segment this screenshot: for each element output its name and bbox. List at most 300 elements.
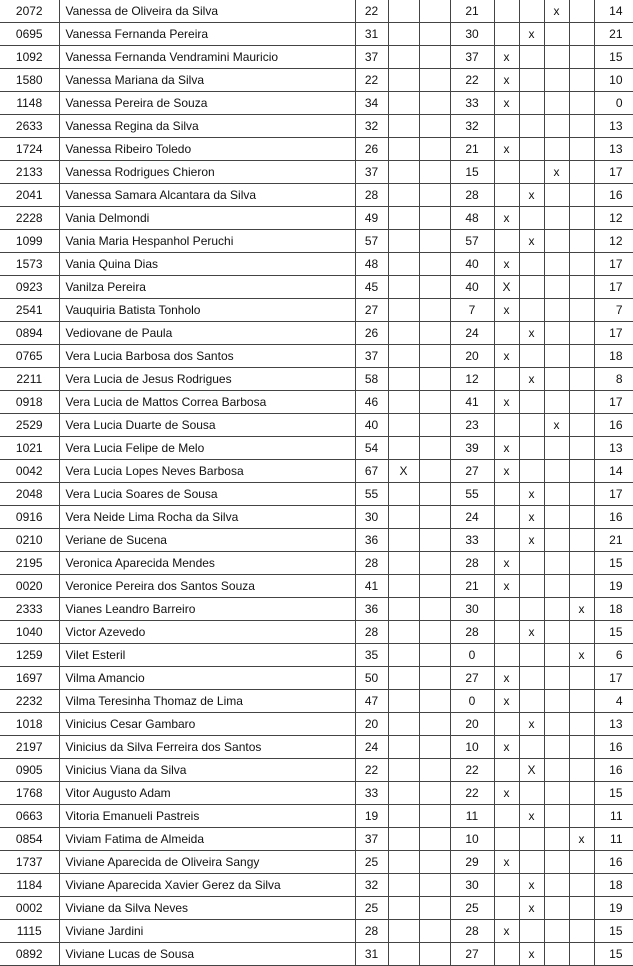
mark-1	[388, 345, 419, 368]
mark-3: x	[494, 138, 519, 161]
value-b: 0	[450, 690, 494, 713]
value-b: 21	[450, 138, 494, 161]
record-name: Viviane Aparecida de Oliveira Sangy	[59, 851, 355, 874]
total-value: 12	[594, 207, 633, 230]
record-code: 0020	[0, 575, 59, 598]
record-name: Vanessa Ribeiro Toledo	[59, 138, 355, 161]
table-row	[0, 184, 633, 207]
table-row	[0, 299, 633, 322]
mark-6	[569, 322, 594, 345]
mark-5	[544, 759, 569, 782]
mark-2	[419, 460, 450, 483]
total-value: 15	[594, 943, 633, 966]
mark-4	[519, 391, 544, 414]
table-row	[0, 230, 633, 253]
mark-1	[388, 161, 419, 184]
mark-4	[519, 575, 544, 598]
mark-5: x	[544, 161, 569, 184]
total-value: 15	[594, 782, 633, 805]
mark-2	[419, 299, 450, 322]
total-value: 17	[594, 322, 633, 345]
mark-5	[544, 460, 569, 483]
value-b: 24	[450, 506, 494, 529]
mark-1	[388, 115, 419, 138]
mark-2	[419, 943, 450, 966]
record-code: 1259	[0, 644, 59, 667]
value-a: 31	[355, 23, 388, 46]
record-name: Viviane da Silva Neves	[59, 897, 355, 920]
mark-4	[519, 345, 544, 368]
value-a: 37	[355, 161, 388, 184]
mark-4: x	[519, 874, 544, 897]
mark-5	[544, 483, 569, 506]
total-value: 4	[594, 690, 633, 713]
mark-2	[419, 368, 450, 391]
value-a: 26	[355, 322, 388, 345]
value-b: 12	[450, 368, 494, 391]
table-row	[0, 276, 633, 299]
mark-3: x	[494, 736, 519, 759]
table-row	[0, 460, 633, 483]
value-a: 20	[355, 713, 388, 736]
mark-5	[544, 391, 569, 414]
total-value: 17	[594, 483, 633, 506]
mark-6	[569, 391, 594, 414]
mark-4	[519, 828, 544, 851]
mark-6	[569, 230, 594, 253]
mark-4	[519, 276, 544, 299]
mark-2	[419, 230, 450, 253]
value-b: 22	[450, 782, 494, 805]
total-value: 16	[594, 506, 633, 529]
record-name: Vanessa Samara Alcantara da Silva	[59, 184, 355, 207]
total-value: 13	[594, 138, 633, 161]
mark-2	[419, 851, 450, 874]
mark-6	[569, 92, 594, 115]
mark-1	[388, 391, 419, 414]
record-name: Viviane Lucas de Sousa	[59, 943, 355, 966]
value-b: 29	[450, 851, 494, 874]
table-row	[0, 506, 633, 529]
mark-1	[388, 184, 419, 207]
mark-3	[494, 805, 519, 828]
record-name: Vilet Esteril	[59, 644, 355, 667]
record-code: 0765	[0, 345, 59, 368]
record-name: Vera Lucia de Mattos Correa Barbosa	[59, 391, 355, 414]
value-a: 67	[355, 460, 388, 483]
mark-6	[569, 253, 594, 276]
value-a: 57	[355, 230, 388, 253]
mark-6	[569, 69, 594, 92]
value-b: 24	[450, 322, 494, 345]
mark-4	[519, 460, 544, 483]
mark-6	[569, 621, 594, 644]
record-code: 2195	[0, 552, 59, 575]
mark-2	[419, 506, 450, 529]
total-value: 11	[594, 805, 633, 828]
record-name: Veronica Aparecida Mendes	[59, 552, 355, 575]
mark-3	[494, 598, 519, 621]
table-row	[0, 437, 633, 460]
mark-5	[544, 345, 569, 368]
mark-3	[494, 529, 519, 552]
value-b: 30	[450, 598, 494, 621]
record-code: 2228	[0, 207, 59, 230]
mark-5	[544, 828, 569, 851]
table-row	[0, 690, 633, 713]
mark-4: x	[519, 943, 544, 966]
mark-4: x	[519, 621, 544, 644]
value-a: 22	[355, 759, 388, 782]
record-code: 1573	[0, 253, 59, 276]
mark-6	[569, 874, 594, 897]
mark-4	[519, 0, 544, 23]
table-row	[0, 736, 633, 759]
total-value: 17	[594, 391, 633, 414]
value-b: 27	[450, 667, 494, 690]
mark-1	[388, 23, 419, 46]
total-value: 16	[594, 736, 633, 759]
total-value: 13	[594, 437, 633, 460]
record-name: Vera Lucia Duarte de Sousa	[59, 414, 355, 437]
table-row	[0, 851, 633, 874]
mark-6	[569, 23, 594, 46]
mark-5	[544, 506, 569, 529]
record-code: 0892	[0, 943, 59, 966]
mark-6	[569, 529, 594, 552]
value-b: 40	[450, 253, 494, 276]
value-a: 22	[355, 69, 388, 92]
value-b: 28	[450, 920, 494, 943]
table-row	[0, 46, 633, 69]
mark-6	[569, 805, 594, 828]
mark-1	[388, 713, 419, 736]
value-a: 50	[355, 667, 388, 690]
total-value: 16	[594, 414, 633, 437]
value-a: 41	[355, 575, 388, 598]
mark-4	[519, 736, 544, 759]
mark-5	[544, 138, 569, 161]
mark-4	[519, 782, 544, 805]
mark-3	[494, 897, 519, 920]
mark-6	[569, 161, 594, 184]
value-b: 20	[450, 345, 494, 368]
mark-2	[419, 184, 450, 207]
value-a: 22	[355, 0, 388, 23]
mark-4: x	[519, 506, 544, 529]
value-b: 21	[450, 575, 494, 598]
total-value: 17	[594, 161, 633, 184]
value-b: 22	[450, 759, 494, 782]
mark-2	[419, 161, 450, 184]
record-code: 1021	[0, 437, 59, 460]
table-row	[0, 874, 633, 897]
mark-3	[494, 230, 519, 253]
table-row	[0, 782, 633, 805]
total-value: 8	[594, 368, 633, 391]
mark-5	[544, 805, 569, 828]
value-a: 58	[355, 368, 388, 391]
mark-3: x	[494, 92, 519, 115]
total-value: 17	[594, 667, 633, 690]
mark-5	[544, 207, 569, 230]
mark-4	[519, 552, 544, 575]
mark-2	[419, 276, 450, 299]
record-code: 2529	[0, 414, 59, 437]
record-name: Vera Lucia de Jesus Rodrigues	[59, 368, 355, 391]
value-a: 31	[355, 943, 388, 966]
mark-3	[494, 0, 519, 23]
mark-6	[569, 460, 594, 483]
mark-5	[544, 874, 569, 897]
value-a: 19	[355, 805, 388, 828]
total-value: 14	[594, 460, 633, 483]
mark-4	[519, 161, 544, 184]
mark-6	[569, 575, 594, 598]
mark-2	[419, 690, 450, 713]
value-b: 48	[450, 207, 494, 230]
record-name: Veriane de Sucena	[59, 529, 355, 552]
value-a: 28	[355, 184, 388, 207]
value-b: 15	[450, 161, 494, 184]
record-name: Vinicius Cesar Gambaro	[59, 713, 355, 736]
mark-2	[419, 483, 450, 506]
mark-5	[544, 621, 569, 644]
mark-2	[419, 897, 450, 920]
mark-2	[419, 115, 450, 138]
record-code: 2197	[0, 736, 59, 759]
mark-3: x	[494, 690, 519, 713]
mark-5	[544, 437, 569, 460]
total-value: 13	[594, 115, 633, 138]
value-a: 32	[355, 115, 388, 138]
record-name: Vania Quina Dias	[59, 253, 355, 276]
table-row	[0, 828, 633, 851]
mark-4: x	[519, 713, 544, 736]
record-code: 2333	[0, 598, 59, 621]
mark-1	[388, 230, 419, 253]
total-value: 11	[594, 828, 633, 851]
record-name: Vanessa Fernanda Pereira	[59, 23, 355, 46]
mark-6	[569, 920, 594, 943]
table-row	[0, 759, 633, 782]
value-b: 28	[450, 552, 494, 575]
mark-1	[388, 644, 419, 667]
mark-4: x	[519, 529, 544, 552]
mark-5	[544, 23, 569, 46]
value-b: 0	[450, 644, 494, 667]
value-b: 28	[450, 621, 494, 644]
total-value: 7	[594, 299, 633, 322]
record-name: Vania Delmondi	[59, 207, 355, 230]
mark-6	[569, 0, 594, 23]
value-b: 11	[450, 805, 494, 828]
value-a: 36	[355, 529, 388, 552]
record-name: Vilma Teresinha Thomaz de Lima	[59, 690, 355, 713]
value-a: 48	[355, 253, 388, 276]
table-row	[0, 713, 633, 736]
table-row	[0, 598, 633, 621]
mark-1	[388, 46, 419, 69]
mark-3	[494, 621, 519, 644]
mark-6	[569, 483, 594, 506]
mark-5	[544, 115, 569, 138]
record-name: Vera Lucia Soares de Sousa	[59, 483, 355, 506]
total-value: 12	[594, 230, 633, 253]
mark-3: x	[494, 782, 519, 805]
value-a: 55	[355, 483, 388, 506]
mark-2	[419, 920, 450, 943]
total-value: 15	[594, 621, 633, 644]
mark-3	[494, 368, 519, 391]
record-name: Vianes Leandro Barreiro	[59, 598, 355, 621]
record-code: 1099	[0, 230, 59, 253]
table-row	[0, 115, 633, 138]
table-row	[0, 575, 633, 598]
value-a: 40	[355, 414, 388, 437]
mark-1	[388, 828, 419, 851]
mark-1	[388, 299, 419, 322]
table-row	[0, 253, 633, 276]
mark-3: x	[494, 851, 519, 874]
mark-3: x	[494, 391, 519, 414]
total-value: 17	[594, 253, 633, 276]
record-code: 2048	[0, 483, 59, 506]
table-row	[0, 138, 633, 161]
total-value: 21	[594, 529, 633, 552]
mark-5	[544, 598, 569, 621]
record-name: Vera Neide Lima Rocha da Silva	[59, 506, 355, 529]
record-name: Viviane Aparecida Xavier Gerez da Silva	[59, 874, 355, 897]
mark-4	[519, 667, 544, 690]
value-b: 30	[450, 23, 494, 46]
total-value: 16	[594, 851, 633, 874]
mark-5	[544, 644, 569, 667]
mark-6	[569, 138, 594, 161]
table-row	[0, 23, 633, 46]
record-code: 1184	[0, 874, 59, 897]
mark-3	[494, 943, 519, 966]
record-code: 2133	[0, 161, 59, 184]
mark-6	[569, 782, 594, 805]
mark-6	[569, 943, 594, 966]
value-a: 36	[355, 598, 388, 621]
mark-1	[388, 0, 419, 23]
mark-2	[419, 23, 450, 46]
record-name: Vanilza Pereira	[59, 276, 355, 299]
mark-2	[419, 552, 450, 575]
mark-6	[569, 345, 594, 368]
mark-4: x	[519, 23, 544, 46]
mark-6	[569, 506, 594, 529]
mark-5	[544, 253, 569, 276]
record-name: Victor Azevedo	[59, 621, 355, 644]
mark-1	[388, 207, 419, 230]
mark-2	[419, 207, 450, 230]
mark-2	[419, 253, 450, 276]
mark-3: x	[494, 299, 519, 322]
mark-5	[544, 897, 569, 920]
table-row	[0, 644, 633, 667]
value-a: 25	[355, 851, 388, 874]
record-code: 0663	[0, 805, 59, 828]
record-name: Vanessa Pereira de Souza	[59, 92, 355, 115]
record-code: 1724	[0, 138, 59, 161]
value-a: 35	[355, 644, 388, 667]
mark-3: x	[494, 667, 519, 690]
mark-5: x	[544, 414, 569, 437]
mark-1	[388, 736, 419, 759]
mark-5	[544, 552, 569, 575]
value-b: 40	[450, 276, 494, 299]
mark-5	[544, 230, 569, 253]
mark-6	[569, 368, 594, 391]
value-b: 22	[450, 69, 494, 92]
mark-5	[544, 851, 569, 874]
table-row	[0, 897, 633, 920]
mark-1	[388, 69, 419, 92]
mark-1	[388, 805, 419, 828]
value-b: 10	[450, 736, 494, 759]
mark-4	[519, 851, 544, 874]
table-row	[0, 161, 633, 184]
table-row	[0, 943, 633, 966]
total-value: 17	[594, 276, 633, 299]
mark-5	[544, 529, 569, 552]
value-a: 47	[355, 690, 388, 713]
value-a: 37	[355, 345, 388, 368]
value-b: 30	[450, 874, 494, 897]
mark-4: x	[519, 230, 544, 253]
record-name: Vitoria Emanueli Pastreis	[59, 805, 355, 828]
mark-5	[544, 690, 569, 713]
table-row	[0, 368, 633, 391]
table-row	[0, 529, 633, 552]
record-name: Vanessa de Oliveira da Silva	[59, 0, 355, 23]
table-row	[0, 207, 633, 230]
mark-1	[388, 92, 419, 115]
mark-2	[419, 529, 450, 552]
record-code: 2211	[0, 368, 59, 391]
record-code: 0905	[0, 759, 59, 782]
mark-2	[419, 345, 450, 368]
mark-3	[494, 713, 519, 736]
value-a: 27	[355, 299, 388, 322]
mark-1: X	[388, 460, 419, 483]
mark-5	[544, 276, 569, 299]
mark-4	[519, 46, 544, 69]
value-b: 32	[450, 115, 494, 138]
table-row	[0, 345, 633, 368]
record-code: 1737	[0, 851, 59, 874]
mark-1	[388, 598, 419, 621]
mark-5	[544, 575, 569, 598]
mark-3: x	[494, 207, 519, 230]
value-b: 37	[450, 46, 494, 69]
value-b: 10	[450, 828, 494, 851]
total-value: 18	[594, 874, 633, 897]
mark-5	[544, 713, 569, 736]
record-code: 2072	[0, 0, 59, 23]
mark-5	[544, 46, 569, 69]
table-row	[0, 69, 633, 92]
mark-3: x	[494, 69, 519, 92]
value-b: 39	[450, 437, 494, 460]
mark-3	[494, 161, 519, 184]
mark-2	[419, 644, 450, 667]
record-code: 0894	[0, 322, 59, 345]
mark-3	[494, 322, 519, 345]
